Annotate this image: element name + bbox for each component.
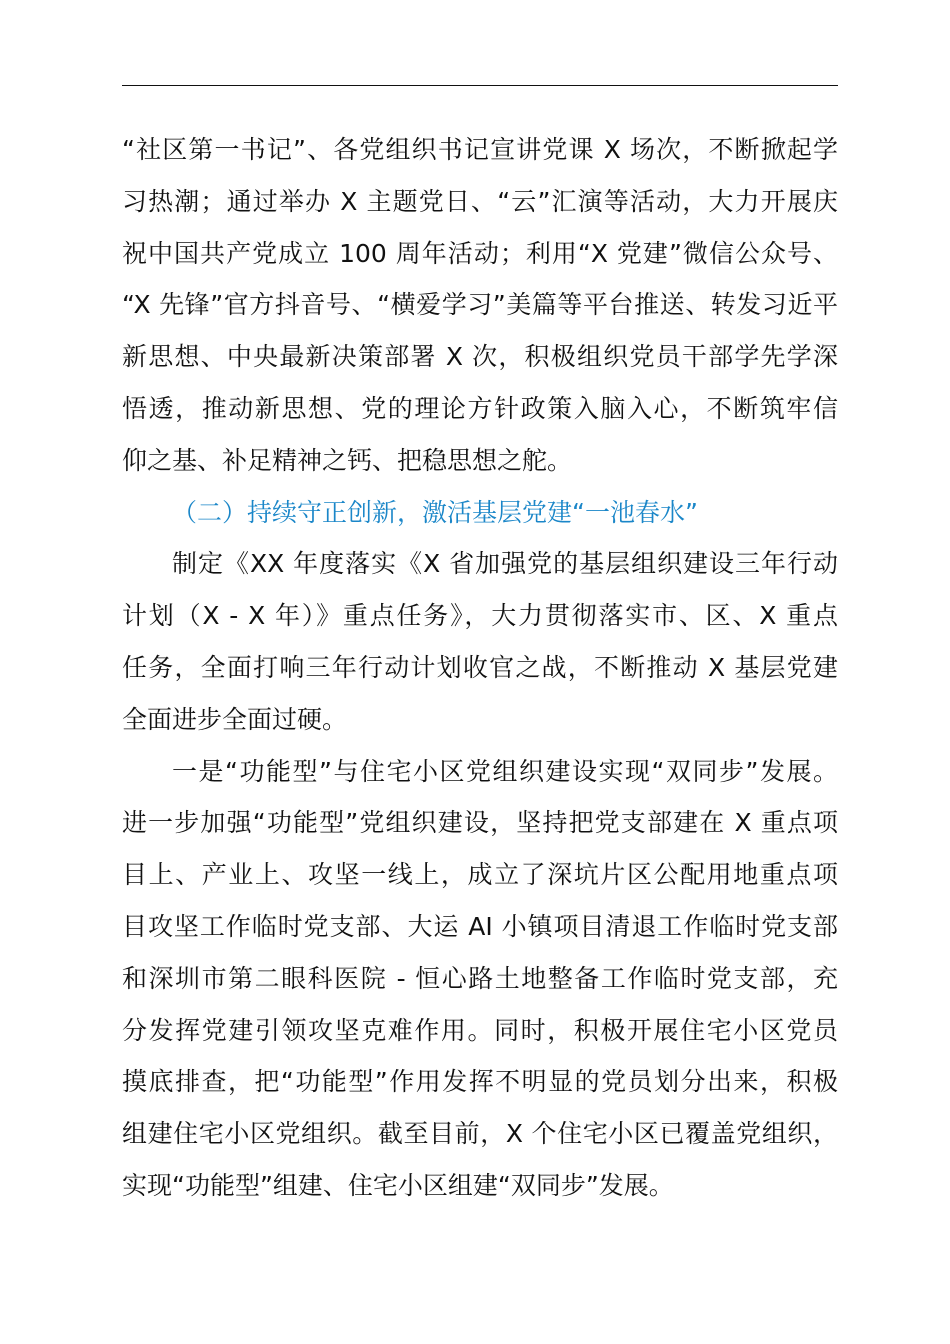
paragraph-line: 摸底排查，把“功能型”作用发挥不明显的党员划分出来，积极	[122, 1067, 838, 1097]
paragraph-line: “X 先锋”官方抖音号、“横爱学习”美篇等平台推送、转发习近平	[122, 290, 838, 320]
paragraph-line: 目攻坚工作临时党支部、大运 AI 小镇项目清退工作临时党支部	[122, 911, 838, 941]
paragraph-line: 分发挥党建引领攻坚克难作用。同时，积极开展住宅小区党员	[122, 1015, 838, 1045]
paragraph-line: 全面进步全面过硬。	[122, 704, 348, 734]
section-heading: （二）持续守正创新，激活基层党建“一池春水”	[172, 497, 698, 527]
paragraph-1	[122, 124, 838, 487]
paragraph-line: 悟透，推动新思想、党的理论方针政策入脑入心，不断筑牢信	[122, 393, 838, 423]
paragraph-line: 祝中国共产党成立 100 周年活动；利用“X 党建”微信公众号、	[122, 238, 838, 268]
header-rule	[122, 85, 838, 86]
paragraph-2	[122, 538, 838, 745]
paragraph-line: 实现“功能型”组建、住宅小区组建“双同步”发展。	[122, 1170, 674, 1200]
paragraph-line: 计划（X - X 年）》重点任务》，大力贯彻落实市、区、X 重点	[122, 601, 838, 631]
document-body	[122, 124, 838, 1212]
paragraph-line: 仰之基、补足精神之钙、把稳思想之舵。	[122, 445, 573, 475]
paragraph-line: 习热潮；通过举办 X 主题党日、“云”汇演等活动，大力开展庆	[122, 186, 838, 216]
paragraph-line: 制定《XX 年度落实《X 省加强党的基层组织建设三年行动	[172, 549, 838, 579]
paragraph-line: 目上、产业上、攻坚一线上，成立了深坑片区公配用地重点项	[122, 860, 838, 890]
paragraph-line: 进一步加强“功能型”党组织建设，坚持把党支部建在 X 重点项	[122, 808, 838, 838]
paragraph-line: “社区第一书记”、各党组织书记宣讲党课 X 场次，不断掀起学	[122, 135, 838, 164]
paragraph-line: 和深圳市第二眼科医院 - 恒心路土地整备工作临时党支部，充	[122, 963, 838, 993]
paragraph-line: 组建住宅小区党组织。截至目前，X 个住宅小区已覆盖党组织，	[122, 1119, 838, 1149]
paragraph-3	[122, 746, 838, 1212]
paragraph-line: 新思想、中央最新决策部署 X 次，积极组织党员干部学先学深	[122, 342, 838, 372]
paragraph-line: 任务，全面打响三年行动计划收官之战，不断推动 X 基层党建	[122, 652, 838, 682]
paragraph-line: 一是“功能型”与住宅小区党组织建设实现“双同步”发展。	[172, 756, 838, 786]
